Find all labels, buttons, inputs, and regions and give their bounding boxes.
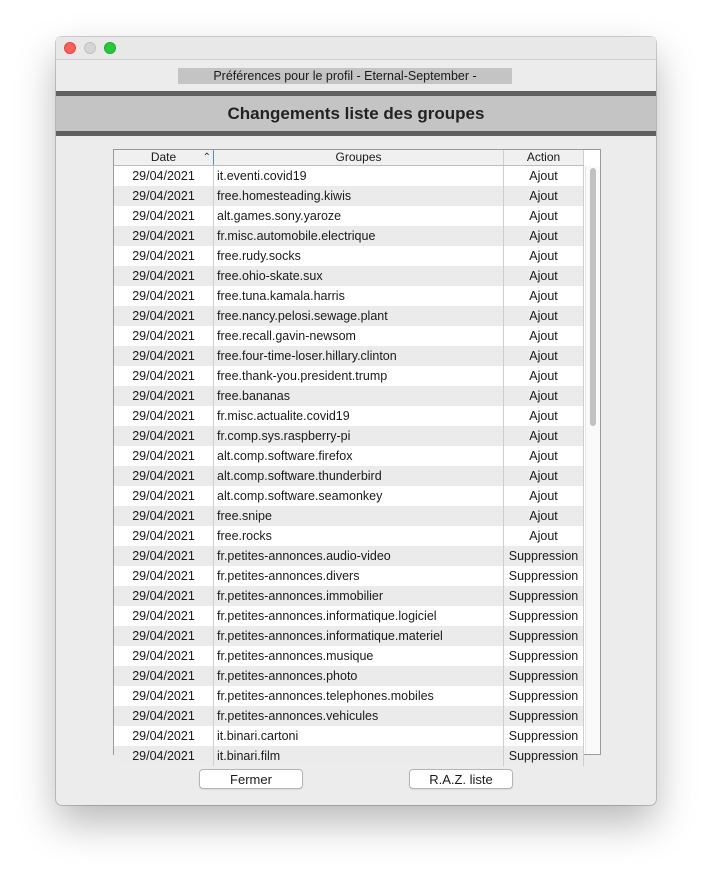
cell-group: free.bananas	[214, 386, 504, 406]
cell-date: 29/04/2021	[114, 686, 214, 706]
cell-action: Ajout	[504, 286, 584, 306]
cell-action: Ajout	[504, 506, 584, 526]
cell-action: Suppression	[504, 726, 584, 746]
cell-date: 29/04/2021	[114, 586, 214, 606]
cell-group: fr.petites-annonces.divers	[214, 566, 504, 586]
table-row[interactable]	[114, 226, 584, 246]
cell-action: Suppression	[504, 666, 584, 686]
cell-group: alt.comp.software.firefox	[214, 446, 504, 466]
cell-group: fr.petites-annonces.photo	[214, 666, 504, 686]
group-changes-table	[113, 149, 601, 763]
cell-date: 29/04/2021	[114, 266, 214, 286]
close-button[interactable]: Fermer	[199, 769, 303, 789]
cell-group: alt.comp.software.thunderbird	[214, 466, 504, 486]
cell-action: Ajout	[504, 246, 584, 266]
zoom-window-icon[interactable]	[104, 42, 116, 54]
close-window-icon[interactable]	[64, 42, 76, 54]
table-row[interactable]	[114, 686, 584, 706]
cell-action: Ajout	[504, 366, 584, 386]
table-row[interactable]	[114, 606, 584, 626]
cell-group: it.binari.cartoni	[214, 726, 504, 746]
table-row[interactable]	[114, 246, 584, 266]
table-body	[114, 166, 584, 766]
table-row[interactable]	[114, 446, 584, 466]
cell-group: free.homesteading.kiwis	[214, 186, 504, 206]
column-header-date-label: Date	[150, 150, 177, 164]
profile-label: Préférences pour le profil - Eternal-September -	[178, 68, 512, 84]
cell-action: Suppression	[504, 686, 584, 706]
cell-group: fr.petites-annonces.telephones.mobiles	[214, 686, 504, 706]
table-row[interactable]	[114, 666, 584, 686]
cell-group: free.rocks	[214, 526, 504, 546]
cell-date: 29/04/2021	[114, 246, 214, 266]
cell-action: Suppression	[504, 606, 584, 626]
table-row[interactable]	[114, 186, 584, 206]
table-row[interactable]	[114, 386, 584, 406]
cell-date: 29/04/2021	[114, 206, 214, 226]
column-header-date[interactable]	[114, 150, 214, 165]
scrollbar-thumb[interactable]	[590, 168, 596, 426]
cell-date: 29/04/2021	[114, 606, 214, 626]
cell-group: it.binari.film	[214, 746, 504, 766]
table-row[interactable]	[114, 706, 584, 726]
table-row[interactable]	[114, 366, 584, 386]
cell-date: 29/04/2021	[114, 726, 214, 746]
cell-date: 29/04/2021	[114, 386, 214, 406]
cell-group: fr.petites-annonces.musique	[214, 646, 504, 666]
cell-action: Suppression	[504, 586, 584, 606]
cell-date: 29/04/2021	[114, 286, 214, 306]
table-row[interactable]	[114, 326, 584, 346]
cell-date: 29/04/2021	[114, 426, 214, 446]
preferences-window	[56, 37, 656, 805]
title-banner	[56, 91, 656, 136]
cell-group: free.thank-you.president.trump	[214, 366, 504, 386]
minimize-window-icon[interactable]	[84, 42, 96, 54]
cell-group: free.tuna.kamala.harris	[214, 286, 504, 306]
cell-action: Ajout	[504, 446, 584, 466]
table-row[interactable]	[114, 306, 584, 326]
cell-group: alt.comp.software.seamonkey	[214, 486, 504, 506]
cell-group: free.snipe	[214, 506, 504, 526]
cell-action: Ajout	[504, 166, 584, 186]
cell-date: 29/04/2021	[114, 746, 214, 766]
page-title: Changements liste des groupes	[227, 104, 485, 123]
cell-date: 29/04/2021	[114, 666, 214, 686]
cell-action: Ajout	[504, 466, 584, 486]
cell-action: Suppression	[504, 566, 584, 586]
cell-date: 29/04/2021	[114, 306, 214, 326]
cell-group: free.rudy.socks	[214, 246, 504, 266]
table-row[interactable]	[114, 406, 584, 426]
table-row[interactable]	[114, 586, 584, 606]
table-row[interactable]	[114, 346, 584, 366]
table-row[interactable]	[114, 426, 584, 446]
cell-date: 29/04/2021	[114, 506, 214, 526]
cell-action: Suppression	[504, 746, 584, 766]
cell-group: fr.petites-annonces.informatique.logiciel	[214, 606, 504, 626]
vertical-scrollbar[interactable]	[585, 166, 600, 754]
table-row[interactable]	[114, 626, 584, 646]
cell-action: Ajout	[504, 406, 584, 426]
cell-action: Suppression	[504, 546, 584, 566]
cell-group: fr.petites-annonces.vehicules	[214, 706, 504, 726]
cell-date: 29/04/2021	[114, 526, 214, 546]
cell-action: Ajout	[504, 346, 584, 366]
column-header-action[interactable]: Action	[504, 150, 584, 165]
column-header-groups[interactable]: Groupes	[214, 150, 504, 165]
cell-group: fr.comp.sys.raspberry-pi	[214, 426, 504, 446]
cell-date: 29/04/2021	[114, 486, 214, 506]
cell-group: fr.misc.automobile.electrique	[214, 226, 504, 246]
table-row[interactable]	[114, 746, 584, 766]
table-header	[114, 150, 584, 166]
cell-action: Ajout	[504, 306, 584, 326]
table-row[interactable]	[114, 506, 584, 526]
cell-date: 29/04/2021	[114, 346, 214, 366]
cell-action: Ajout	[504, 206, 584, 226]
table-row[interactable]	[114, 566, 584, 586]
cell-group: it.eventi.covid19	[214, 166, 504, 186]
table-row[interactable]	[114, 726, 584, 746]
cell-date: 29/04/2021	[114, 446, 214, 466]
cell-date: 29/04/2021	[114, 466, 214, 486]
cell-date: 29/04/2021	[114, 166, 214, 186]
cell-action: Ajout	[504, 186, 584, 206]
cell-action: Ajout	[504, 386, 584, 406]
table-row[interactable]	[114, 526, 584, 546]
cell-action: Ajout	[504, 526, 584, 546]
reset-list-button[interactable]: R.A.Z. liste	[409, 769, 513, 789]
title-bar	[56, 37, 656, 60]
cell-date: 29/04/2021	[114, 326, 214, 346]
cell-date: 29/04/2021	[114, 646, 214, 666]
cell-action: Suppression	[504, 646, 584, 666]
cell-group: free.ohio-skate.sux	[214, 266, 504, 286]
cell-group: alt.games.sony.yaroze	[214, 206, 504, 226]
cell-group: fr.petites-annonces.immobilier	[214, 586, 504, 606]
cell-action: Suppression	[504, 706, 584, 726]
cell-date: 29/04/2021	[114, 566, 214, 586]
table-row[interactable]	[114, 166, 584, 186]
table-row[interactable]	[114, 206, 584, 226]
cell-date: 29/04/2021	[114, 186, 214, 206]
cell-group: free.recall.gavin-newsom	[214, 326, 504, 346]
table-row[interactable]	[114, 546, 584, 566]
table-row[interactable]	[114, 486, 584, 506]
cell-date: 29/04/2021	[114, 626, 214, 646]
cell-action: Suppression	[504, 626, 584, 646]
cell-action: Ajout	[504, 326, 584, 346]
table-row[interactable]	[114, 286, 584, 306]
cell-action: Ajout	[504, 266, 584, 286]
cell-date: 29/04/2021	[114, 546, 214, 566]
cell-action: Ajout	[504, 426, 584, 446]
cell-date: 29/04/2021	[114, 706, 214, 726]
cell-group: fr.petites-annonces.informatique.materiel	[214, 626, 504, 646]
cell-date: 29/04/2021	[114, 226, 214, 246]
cell-action: Ajout	[504, 486, 584, 506]
cell-group: fr.petites-annonces.audio-video	[214, 546, 504, 566]
cell-date: 29/04/2021	[114, 406, 214, 426]
cell-action: Ajout	[504, 226, 584, 246]
table-row[interactable]	[114, 466, 584, 486]
table-row[interactable]	[114, 646, 584, 666]
sort-ascending-icon: ⌃	[202, 152, 211, 163]
table-row[interactable]	[114, 266, 584, 286]
cell-date: 29/04/2021	[114, 366, 214, 386]
cell-group: free.nancy.pelosi.sewage.plant	[214, 306, 504, 326]
cell-group: fr.misc.actualite.covid19	[214, 406, 504, 426]
cell-group: free.four-time-loser.hillary.clinton	[214, 346, 504, 366]
